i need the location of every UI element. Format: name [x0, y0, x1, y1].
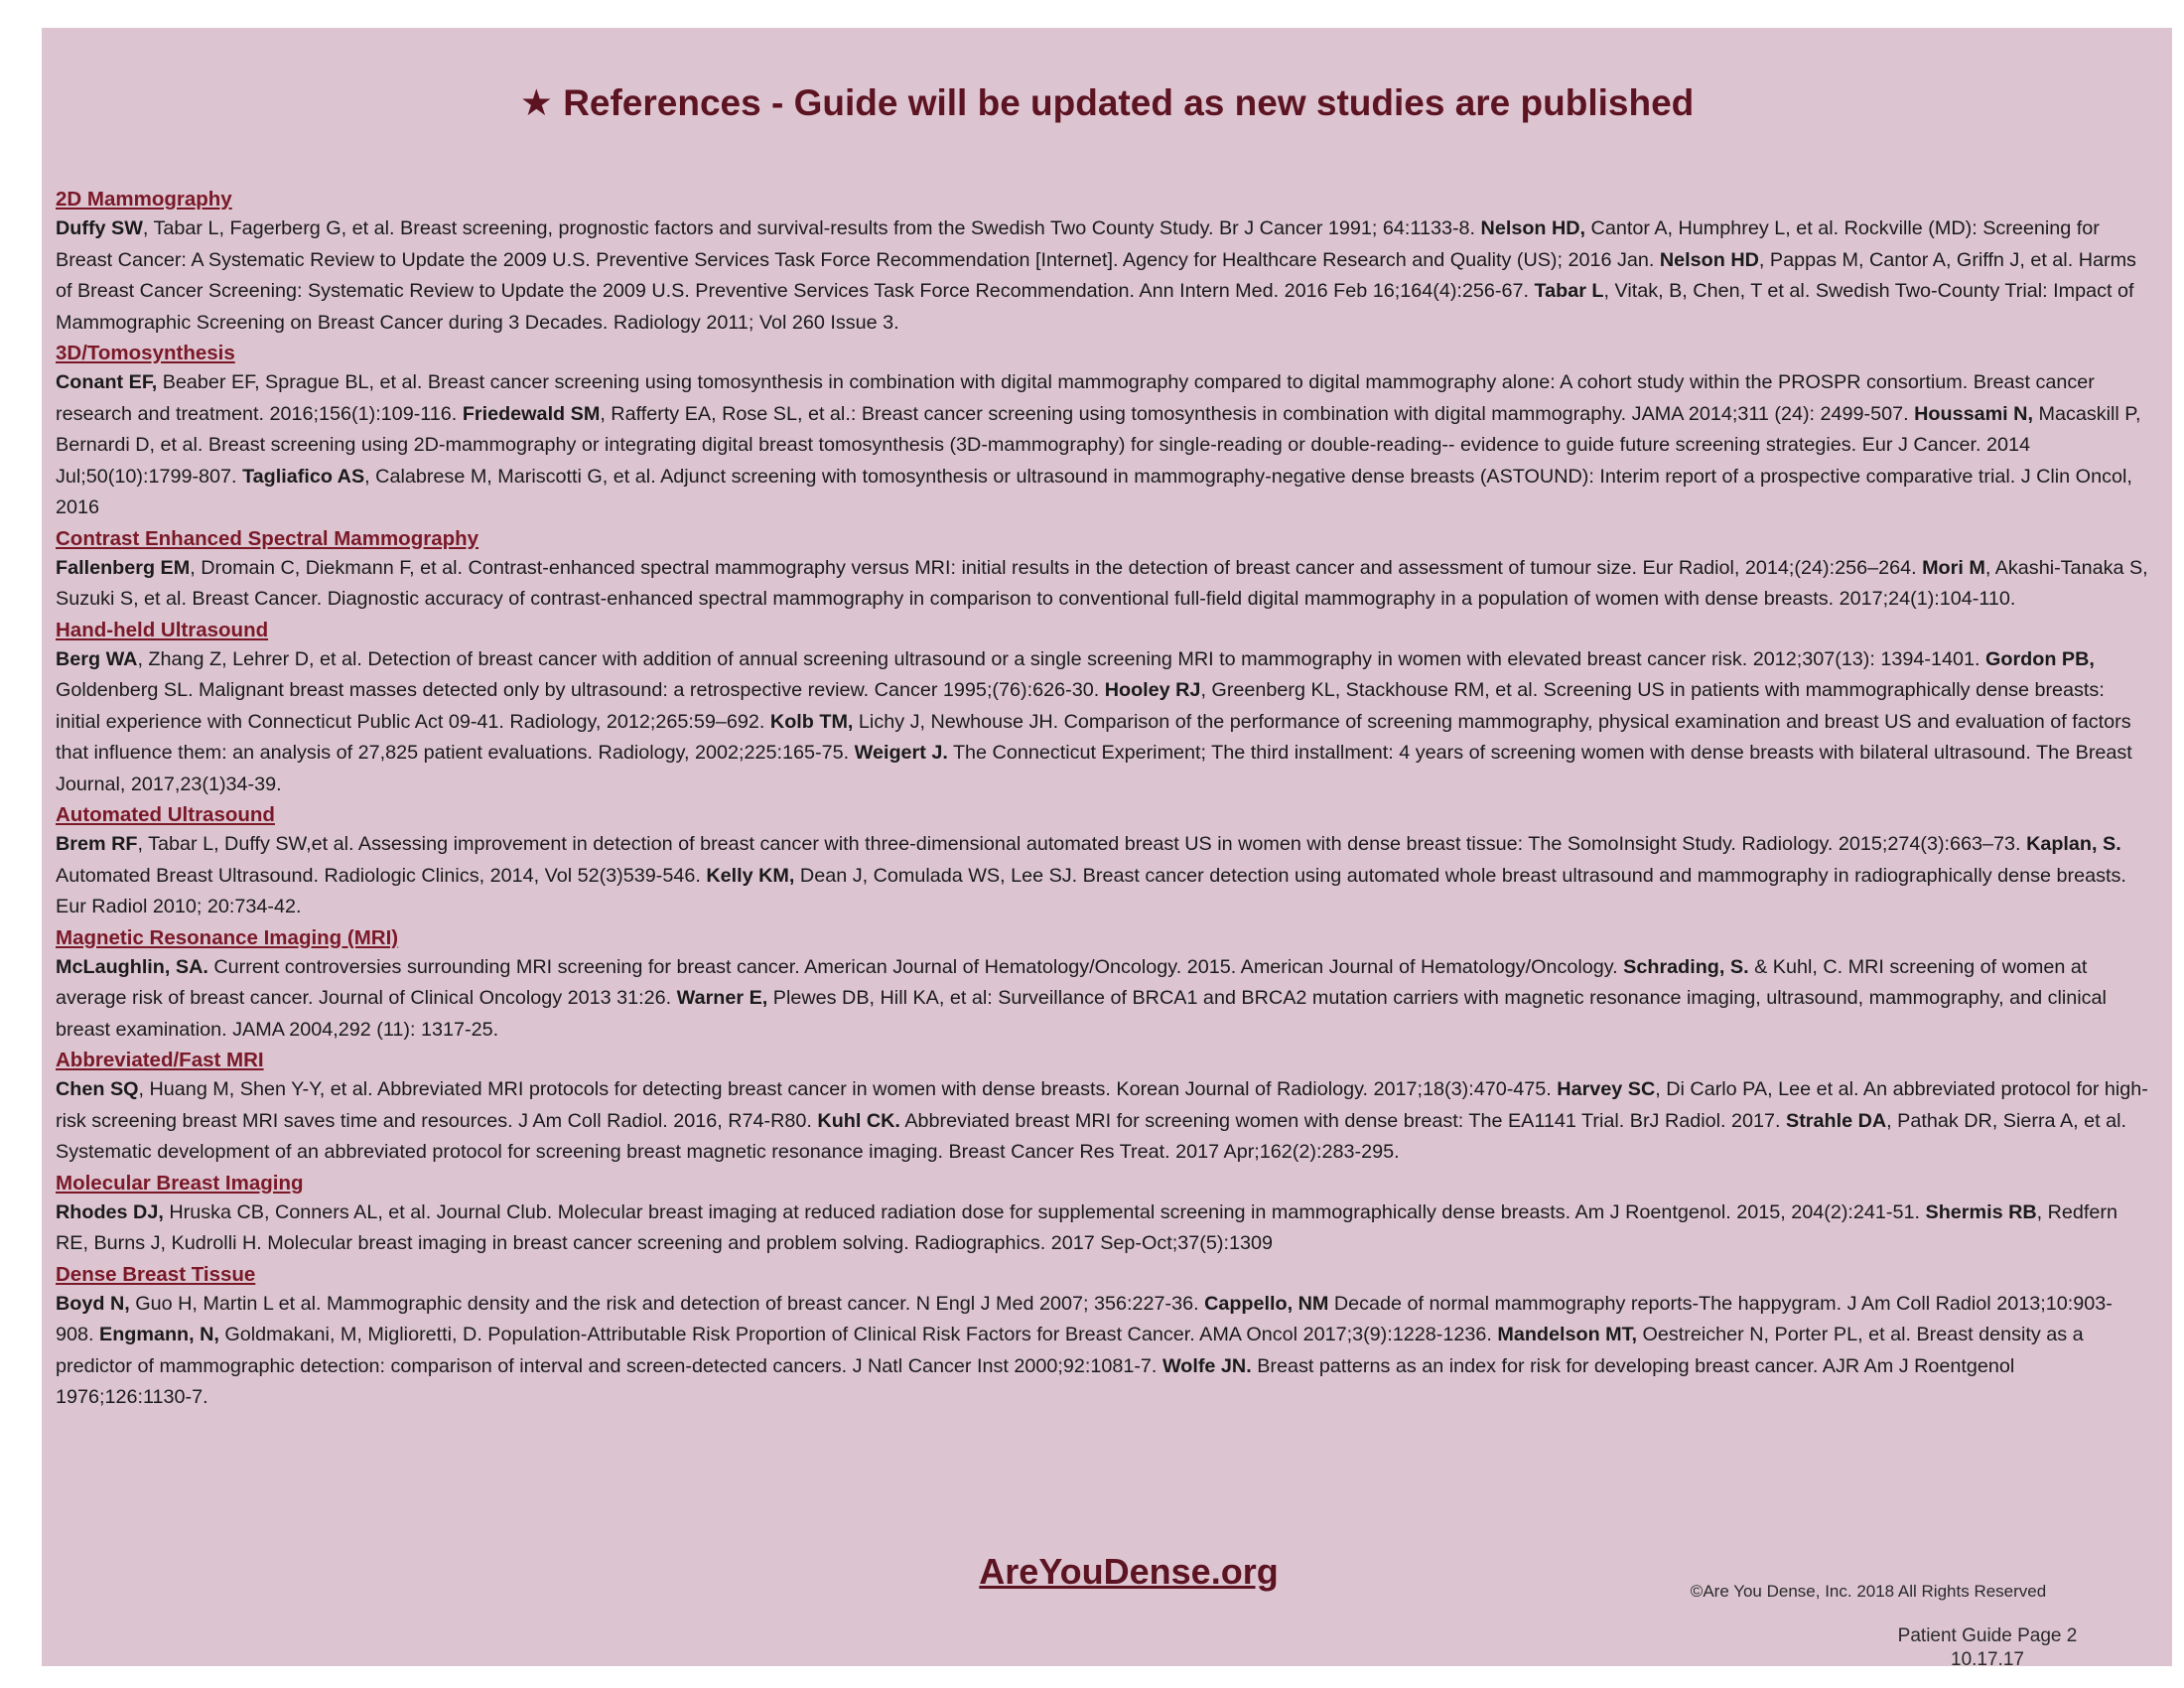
reference-text: Dean J, Comulada WS, Lee SJ. Breast cancer detection using automated whole breast ultrasound and mammography in radiographically dense breasts. Eur Radiol 2010; 20:734-42. [56, 864, 2126, 917]
reference-text: Current controversies surrounding MRI screening for breast cancer. American Journal of Hematology/Oncology. 2015. American Journal of Hematology/Oncology. [207, 955, 1624, 978]
section-heading: Hand-held Ultrasound [56, 618, 269, 641]
section-body [56, 644, 2150, 801]
reference-text: , Redfern RE, Burns J, Kudrolli H. Molecular breast imaging in breast cancer screening and problem solving. Radiographics. 2017 Sep-Oct;37(5):1309 [56, 1200, 2118, 1254]
reference-section [56, 1260, 2150, 1414]
reference-author: Chen SQ [56, 1078, 139, 1100]
reference-text: , Pathak DR, Sierra A, et al. Systematic development of an abbreviated protocol for screening breast magnetic resonance imaging. Breast Cancer Res Treat. 2017 Apr;162(2):283-295. [56, 1109, 2127, 1163]
reference-text: Guo H, Martin L et al. Mammographic density and the risk and detection of breast cancer. N Engl J Med 2007; 356:227-36. [129, 1292, 1205, 1315]
reference-author: Schrading, S. [1623, 955, 1749, 978]
reference-section [56, 185, 2150, 339]
reference-author: Brem RF [56, 833, 138, 855]
section-heading: Automated Ultrasound [56, 803, 275, 826]
reference-text: , Pappas M, Cantor A, Griffn J, et al. Harms of Breast Cancer Screening: Systematic Review to Update the 2009 U.S. Preventive Services Task Force Recommendation. Ann Intern Med. 2016 Feb 16;164(4):256-67. [56, 248, 2136, 302]
reference-author: Shermis RB [1925, 1200, 2037, 1223]
reference-author: Rhodes DJ, [56, 1200, 164, 1223]
reference-author: Hooley RJ [1104, 679, 1201, 701]
reference-text: , Tabar L, Duffy SW,et al. Assessing improvement in detection of breast cancer with three-dimensional automated breast US in women with dense breast tissue: The SomoInsight Study. Radiology. 2015;274(3):663–73. [137, 833, 2027, 855]
reference-author: Berg WA [56, 647, 138, 670]
reference-author: Houssami N, [1914, 402, 2033, 425]
reference-section [56, 1169, 2150, 1260]
reference-text: , Tabar L, Fagerberg G, et al. Breast screening, prognostic factors and survival-results from the Swedish Two County Study. Br J Cancer 1991; 64:1133-8. [142, 217, 1481, 239]
section-heading: Abbreviated/Fast MRI [56, 1049, 264, 1071]
reference-section [56, 339, 2150, 524]
section-body [56, 367, 2150, 524]
section-body [56, 1074, 2150, 1169]
reference-author: Kuhl CK. [817, 1109, 900, 1132]
page-number: Patient Guide Page 2 [1897, 1625, 2078, 1646]
section-body [56, 553, 2150, 616]
reference-section [56, 800, 2150, 923]
reference-text: Macaskill P, Bernardi D, et al. Breast screening using 2D-mammography or integrating digital breast tomosynthesis (3D-mammography) for single-reading or double-reading-- evidence to guide future screening strategies. Eur J Cancer. 2014 Jul;50(10):1799-807. [56, 402, 2141, 488]
section-heading: Contrast Enhanced Spectral Mammography [56, 526, 479, 550]
reference-text: Plewes DB, Hill KA, et al: Surveillance of BRCA1 and BRCA2 mutation carriers with magnetic resonance imaging, ultrasound, mammography, and clinical breast examination. JAMA 2004,292 (11): 1317-25. [56, 987, 2107, 1041]
section-heading: Molecular Breast Imaging [56, 1171, 304, 1195]
reference-author: Mori M [1922, 556, 1985, 579]
reference-section [56, 524, 2150, 616]
section-body [56, 829, 2150, 923]
reference-text: & Kuhl, C. MRI screening of women at average risk of breast cancer. Journal of Clinical Oncology 2013 31:26. [56, 955, 2088, 1009]
reference-author: Weigert J. [854, 742, 948, 764]
reference-text: Oestreicher N, Porter PL, et al. Breast density as a predictor of mammographic detection: comparison of interval and screen-detected cancers. J Natl Cancer Inst 2000;92:1081-7. [56, 1324, 2084, 1377]
reference-text: , Calabrese M, Mariscotti G, et al. Adjunct screening with tomosynthesis or ultrasound in mammography-negative dense breasts (ASTOUND): Interim report of a prospective comparative trial. J Clin Oncol, 2016 [56, 465, 2132, 518]
website-link[interactable]: AreYouDense.org [979, 1551, 1279, 1592]
reference-author: Nelson HD [1659, 248, 1759, 271]
reference-text: Hruska CB, Conners AL, et al. Journal Club. Molecular breast imaging at reduced radiation dose for supplemental screening in mammographically dense breasts. Am J Roentgenol. 2015, 204(2):241-51. [163, 1200, 1926, 1223]
star-icon: ★ [519, 82, 553, 123]
reference-text: , Huang M, Shen Y-Y, et al. Abbreviated MRI protocols for detecting breast cancer in women with dense breasts. Korean Journal of Radiology. 2017;18(3):470-475. [138, 1078, 1558, 1100]
reference-author: Duffy SW [56, 217, 143, 239]
copyright-notice: ©Are You Dense, Inc. 2018 All Rights Reserved [1690, 1582, 2047, 1601]
section-heading: 2D Mammography [56, 188, 232, 211]
reference-text: , Rafferty EA, Rose SL, et al.: Breast cancer screening using tomosynthesis in combination with digital mammography. JAMA 2014;311 (24): 2499-507. [600, 402, 1915, 425]
section-body [56, 952, 2150, 1047]
reference-section [56, 616, 2150, 801]
reference-section [56, 923, 2150, 1047]
reference-author: Conant EF, [56, 371, 158, 393]
reference-text: , Greenberg KL, Stackhouse RM, et al. Screening US in patients with mammographically dense breasts: initial experience with Connecticut Public Act 09-41. Radiology, 2012;265:59–692. [56, 679, 2105, 733]
section-body [56, 1289, 2150, 1414]
reference-text: , Vitak, B, Chen, T et al. Swedish Two-County Trial: Impact of Mammographic Screening on Breast Cancer during 3 Decades. Radiology 2011; Vol 260 Issue 3. [56, 280, 2134, 334]
reference-author: Cappello, NM [1204, 1292, 1329, 1315]
reference-text: , Dromain C, Diekmann F, et al. Contrast-enhanced spectral mammography versus MRI: initial results in the detection of breast cancer and assessment of tumour size. Eur Radiol, 2014;(24):256–264. [190, 556, 1923, 579]
reference-author: Strahle DA [1786, 1109, 1887, 1132]
reference-author: Wolfe JN. [1161, 1354, 1252, 1377]
reference-text: Lichy J, Newhouse JH. Comparison of the performance of screening mammography, physical examination and breast US and evaluation of factors that influence them: an analysis of 27,825 patient evaluations. Radiology, 2002;225:165-75. [56, 710, 2131, 764]
reference-text: , Akashi-Tanaka S, Suzuki S, et al. Breast Cancer. Diagnostic accuracy of contrast-enhanced spectral mammography in comparison to conventional full-field digital mammography in a population of women with dense breasts. 2017;24(1):104-110. [56, 556, 2148, 610]
reference-author: Harvey SC [1557, 1078, 1656, 1100]
reference-author: Nelson HD, [1480, 217, 1586, 239]
reference-text: , Zhang Z, Lehrer D, et al. Detection of breast cancer with addition of annual screening ultrasound or a single screening MRI to mammography in women with elevated breast cancer risk. 2012;307(13): 1394-1401. [137, 647, 1985, 670]
reference-text: The Connecticut Experiment; The third installment: 4 years of screening women with dense breasts with bilateral ultrasound. The Breast Journal, 2017,23(1)34-39. [56, 742, 2132, 795]
page-panel [42, 28, 2172, 1670]
reference-text: Breast patterns as an index for risk for developing breast cancer. AJR Am J Roentgenol 1976;126:1130-7. [56, 1354, 2015, 1408]
reference-author: Gordon PB, [1984, 647, 2095, 670]
reference-author: Kelly KM, [706, 864, 795, 887]
revision-date: 10.17.17 [1951, 1649, 2024, 1670]
section-heading: Dense Breast Tissue [56, 1262, 256, 1286]
reference-author: Kolb TM, [769, 710, 854, 733]
reference-text: Automated Breast Ultrasound. Radiologic Clinics, 2014, Vol 52(3)539-546. [56, 864, 707, 887]
section-body [56, 213, 2150, 339]
reference-text: Goldenberg SL. Malignant breast masses detected only by ultrasound: a retrospective review. Cancer 1995;(76):626-30. [56, 679, 1105, 701]
reference-text: Abbreviated breast MRI for screening women with dense breast: The EA1141 Trial. BrJ Radiol. 2017. [899, 1109, 1787, 1132]
reference-text: Decade of normal mammography reports-The happygram. J Am Coll Radiol 2013;10:903-908. [56, 1292, 2113, 1345]
reference-author: Friedewald SM [462, 402, 601, 425]
reference-author: Engmann, N, [99, 1324, 219, 1345]
reference-text: Goldmakani, M, Miglioretti, D. Population-Attributable Risk Proportion of Clinical Risk Factors for Breast Cancer. AMA Oncol 2017;3(9):1228-1236. [218, 1324, 1498, 1345]
reference-author: McLaughlin, SA. [56, 955, 208, 978]
reference-author: Tabar L [1534, 280, 1604, 302]
reference-author: Fallenberg EM [56, 556, 191, 579]
reference-text: Cantor A, Humphrey L, et al. Rockville (MD): Screening for Breast Cancer: A Systematic Review to Update the 2009 U.S. Preventive Services Task Force Recommendation [Internet]. Agency for Healthcare Research and Quality (US); 2016 Jan. [56, 217, 2100, 271]
reference-author: Mandelson MT, [1497, 1324, 1638, 1345]
references-list [56, 185, 2150, 1414]
reference-author: Tagliafico AS [242, 465, 365, 488]
section-body [56, 1197, 2150, 1260]
reference-text: Beaber EF, Sprague BL, et al. Breast cancer screening using tomosynthesis in combination with digital mammography compared to digital mammography alone: A cohort study within the PROSPR consortium. Breast cancer research and treatment. 2016;156(1):109-116. [56, 371, 2095, 425]
page-label [1809, 1624, 2166, 1672]
reference-author: Kaplan, S. [2026, 833, 2121, 855]
reference-text: , Di Carlo PA, Lee et al. An abbreviated protocol for high-risk screening breast MRI saves time and resources. J Am Coll Radiol. 2016, R74-R80. [56, 1078, 2148, 1132]
reference-author: Boyd N, [56, 1292, 130, 1315]
page-title [42, 81, 2172, 124]
section-heading: Magnetic Resonance Imaging (MRI) [56, 925, 399, 949]
section-heading: 3D/Tomosynthesis [56, 342, 235, 364]
reference-section [56, 1046, 2150, 1169]
title-text: References - Guide will be updated as new studies are published [563, 82, 1695, 123]
reference-author: Warner E, [676, 987, 768, 1009]
